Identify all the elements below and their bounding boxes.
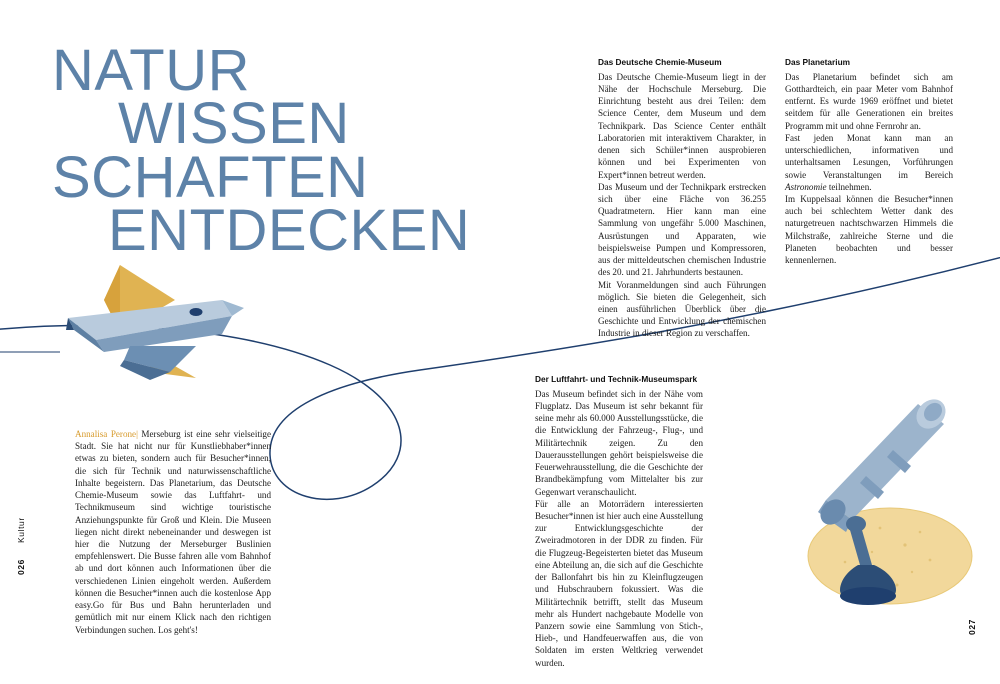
luftfahrt-paragraph-1: Das Museum befindet sich in der Nähe vom Flugplatz. Das Museum ist sehr bekannt für seine mehr als 60.000 Ausstellungsstücke, die die Entwicklung der Fahrzeug-, Flug-, und Militärtechnik zeigen. Zu den Dauerausstellungen gehört beispielsweise die Feuerwehrausstellung, die die Geschichte der Brandbekämpfung vom Mittelalter bis zur Gegenwart veranschaulicht. xyxy=(535,388,703,497)
headline-line-3: SCHAFTEN xyxy=(52,144,369,210)
folio-right xyxy=(967,619,977,635)
intro-text: Merseburg ist eine sehr vielseitige Stadt. Sie hat nicht nur für Kunstliebhaber*innen etwas zu bieten, sondern auch für Besucher*innen, die sich für Technik und naturwissenschaftliche Inhalte begeistern. Das Planetarium, das Deutsche Chemie-Museum sowie das Luftfahrt- und Technikmuseum sind wichtige touristische Anziehungspunkte für Groß und Klein. Die Museen liegen nicht direkt nebeneinander und deswegen ist hier die Nutzung der Merseburger Buslinien empfehlenswert. Die Busse fahren alle vom Bahnhof ab und dort können auch Informationen über die verschiedenen Linien eingeholt werden. Außerdem können die Besucher*innen auch die kostenlose App easy.Go für Bus und Bahn herunterladen und gemütlich mit nur einem Klick nach den richtigen Verbindungen suchen. Los geht's! xyxy=(75,429,271,635)
chemie-museum-column xyxy=(598,57,766,340)
headline-line-1: NATUR xyxy=(52,38,250,103)
planetarium-heading: Das Planetarium xyxy=(785,57,851,67)
paper-airplane-illustration xyxy=(66,265,244,380)
chemie-paragraph-1: Das Deutsche Chemie-Museum liegt in der Nähe der Hochschule Merseburg. Die Einrichtung besteht aus drei Teilen: dem Science Center, dem Museum und dem Technikpark. Das Science Center enthält Laboratorien mit interaktivem Charakter, in denen sich Schüler*innen ausprobieren können und bei Experimenten von Expert*innen betreut werden. xyxy=(598,71,766,180)
luftfahrt-museum-column xyxy=(535,374,703,669)
chemie-museum-heading: Das Deutsche Chemie-Museum xyxy=(598,57,722,67)
headline-line-2: WISSEN xyxy=(118,91,350,157)
headline-line-4: ENTDECKEN xyxy=(108,198,471,264)
intro-paragraph xyxy=(75,428,271,636)
planetarium-paragraph-2: Fast jeden Monat kann man an unterschiedlichen, informativen und unterhaltsamen Lesungen, Vorführungen sowie Veranstaltungen im Bereich Astronomie teilnehmen. xyxy=(785,132,953,192)
luftfahrt-paragraph-2: Für alle an Motorrädern interessierten Besucher*innen ist hier auch eine Ausstellung zur Entwicklungsgeschichte der Zweiradmotoren in der DDR zu finden. Für die Flugzeug-Begeisterten bietet das Museum eine Abteilung an, die sich auf die Geschichte der Ballonfahrt bis hin zu Kleinflugzeugen und Hubschraubern fokussiert. Was die Militärtechnik betrifft, stellt das Museum mehr als Hundert nachgebaute Modelle von Panzern sowie eine Sammlung von Stich-, Hieb-, und Handfeuerwaffen aus, die von Soldaten im ersten Weltkrieg verwendet wurden. xyxy=(535,498,703,668)
chemie-paragraph-2: Das Museum und der Technikpark erstrecken sich über eine Fläche von 36.255 Quadratmetern. Hier kann man eine Sammlung von ungefähr 5.000 Maschinen, Ausrüstungen und Apparaten, wie beispielsweise Pumpen und Kompressoren, aus der mitteldeutschen chemischen Industrie des 20. und 21. Jahrhunderts bestaunen. xyxy=(598,181,766,278)
planetarium-paragraph-3: Im Kuppelsaal können die Besucher*innen auch bei schlechtem Wetter dank des naturgetreuen nachtschwarzen Himmels die Milchstraße, zahlreiche Sterne und die Planeten beobachten und besser kennenlernen. xyxy=(785,193,953,266)
section-name: Kultur xyxy=(16,517,26,544)
planetarium-column xyxy=(785,57,953,266)
right-page-number: 027 xyxy=(967,619,977,635)
italic-term: Astronomie xyxy=(785,181,827,192)
folio-left xyxy=(16,517,26,575)
telescope-illustration xyxy=(808,393,972,605)
luftfahrt-museum-heading: Der Luftfahrt- und Technik-Museumspark xyxy=(535,374,698,384)
byline-separator: | xyxy=(136,429,138,439)
page-headline xyxy=(52,38,572,264)
chemie-paragraph-3: Mit Voranmeldungen sind auch Führungen möglich. Sie bieten die Gelegenheit, sich einen ausführlichen Überblick über die Geschichte und Entwicklung der chemischen Industrie in dieser Region zu verschaffen. xyxy=(598,279,766,339)
intro-column xyxy=(75,428,271,636)
planetarium-paragraph-1: Das Planetarium befindet sich am Gotthardteich, ein paar Meter vom Bahnhof entfernt. Es wurde 1969 eröffnet und bietet seitdem für alle Generationen ein breites Programm mit und ohne Fernrohr an. xyxy=(785,71,953,131)
left-page-number: 026 xyxy=(16,559,26,575)
article-byline: Annalisa Perone xyxy=(75,429,137,439)
